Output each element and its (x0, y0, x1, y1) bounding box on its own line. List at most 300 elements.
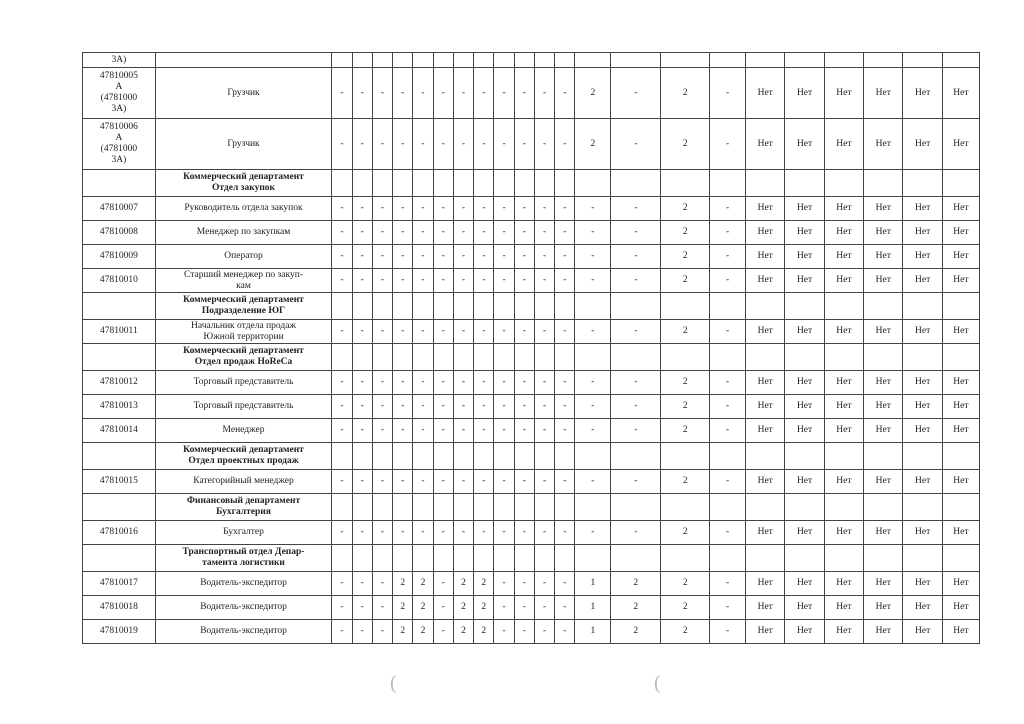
position-name: Грузчик (155, 68, 332, 119)
value-cell (611, 53, 661, 68)
value-cell: - (555, 395, 575, 419)
value-cell: - (332, 395, 352, 419)
value-cell: - (474, 521, 494, 545)
table-row (83, 395, 980, 419)
empty-cell (661, 344, 710, 371)
value-cell: Нет (746, 596, 785, 620)
value-cell: - (474, 269, 494, 293)
empty-cell (372, 494, 392, 521)
empty-cell (352, 293, 372, 320)
empty-cell (785, 443, 824, 470)
empty-cell (534, 545, 554, 572)
value-cell: - (332, 221, 352, 245)
empty-cell (864, 443, 903, 470)
empty-cell (746, 494, 785, 521)
value-cell: Нет (824, 119, 863, 170)
value-cell: - (413, 395, 433, 419)
value-cell: - (514, 197, 534, 221)
value-cell: Нет (746, 620, 785, 644)
value-cell: - (494, 221, 514, 245)
value-cell: - (534, 419, 554, 443)
row-code-line: 47810006 (99, 122, 138, 132)
empty-cell (494, 545, 514, 572)
empty-cell (864, 170, 903, 197)
value-cell (474, 53, 494, 68)
position-name (155, 320, 332, 344)
value-cell: - (372, 221, 392, 245)
empty-cell (575, 344, 611, 371)
empty-cell (534, 494, 554, 521)
section-title-line: Коммерческий департамент (183, 445, 304, 455)
row-code: 47810017 (83, 572, 156, 596)
value-cell: - (575, 371, 611, 395)
empty-cell (352, 494, 372, 521)
value-cell: - (372, 596, 392, 620)
value-cell: - (413, 68, 433, 119)
value-cell: - (534, 197, 554, 221)
table-row (83, 197, 980, 221)
value-cell: - (575, 395, 611, 419)
value-cell: - (474, 395, 494, 419)
empty-cell (433, 443, 453, 470)
value-cell: - (453, 197, 473, 221)
value-cell: 2 (661, 419, 710, 443)
value-cell: 1 (575, 620, 611, 644)
row-code-line: 47810005 (99, 71, 138, 81)
value-cell: - (555, 68, 575, 119)
value-cell: - (474, 371, 494, 395)
position-name-line: кам (236, 280, 251, 291)
empty-cell (746, 443, 785, 470)
empty-cell (746, 545, 785, 572)
empty-cell (413, 344, 433, 371)
row-code-line: 3А) (111, 155, 127, 165)
table-row (83, 269, 980, 293)
value-cell: 2 (661, 395, 710, 419)
value-cell: Нет (746, 470, 785, 494)
value-cell: - (534, 620, 554, 644)
row-code-line: (4781000 (100, 144, 138, 154)
value-cell: - (534, 470, 554, 494)
empty-cell (611, 170, 661, 197)
value-cell: - (433, 620, 453, 644)
empty-cell (474, 545, 494, 572)
empty-cell (474, 293, 494, 320)
empty-cell (864, 293, 903, 320)
value-cell: - (413, 470, 433, 494)
value-cell: Нет (903, 269, 942, 293)
value-cell: - (474, 68, 494, 119)
value-cell: - (555, 419, 575, 443)
value-cell: - (413, 419, 433, 443)
value-cell: - (534, 320, 554, 344)
value-cell: - (352, 521, 372, 545)
value-cell: Нет (746, 269, 785, 293)
value-cell: Нет (942, 245, 979, 269)
value-cell: Нет (746, 119, 785, 170)
value-cell (903, 53, 942, 68)
empty-cell (332, 344, 352, 371)
section-title-line: тамента логистики (202, 558, 285, 568)
row-code-line: 3А) (111, 104, 127, 114)
value-cell: - (453, 269, 473, 293)
position-name: Водитель-экспедитор (155, 620, 332, 644)
value-cell: Нет (746, 371, 785, 395)
value-cell: 2 (393, 596, 413, 620)
value-cell: Нет (824, 197, 863, 221)
empty-cell (413, 443, 433, 470)
empty-cell (494, 344, 514, 371)
value-cell: - (514, 521, 534, 545)
value-cell: 2 (661, 197, 710, 221)
value-cell: Нет (942, 470, 979, 494)
value-cell: - (453, 371, 473, 395)
value-cell: - (372, 620, 392, 644)
value-cell (372, 53, 392, 68)
row-code: 47810016 (83, 521, 156, 545)
value-cell: Нет (824, 572, 863, 596)
value-cell: Нет (746, 395, 785, 419)
value-cell: 2 (661, 320, 710, 344)
empty-cell (575, 494, 611, 521)
value-cell: Нет (824, 521, 863, 545)
empty-cell (534, 170, 554, 197)
empty-cell (710, 170, 746, 197)
position-name-line: Южной территории (203, 331, 284, 342)
section-header-row (83, 545, 980, 572)
value-cell: - (372, 269, 392, 293)
value-cell: - (611, 245, 661, 269)
empty-cell (332, 293, 352, 320)
row-code: 47810009 (83, 245, 156, 269)
value-cell: - (710, 221, 746, 245)
empty-cell (710, 344, 746, 371)
value-cell: - (474, 419, 494, 443)
value-cell: Нет (785, 419, 824, 443)
value-cell: - (453, 419, 473, 443)
empty-cell (332, 170, 352, 197)
value-cell: - (710, 320, 746, 344)
value-cell: - (433, 572, 453, 596)
value-cell: Нет (746, 320, 785, 344)
value-cell: - (575, 521, 611, 545)
section-title (155, 293, 332, 320)
value-cell: Нет (824, 269, 863, 293)
empty-cell (942, 293, 979, 320)
position-name: Водитель-экспедитор (155, 596, 332, 620)
value-cell: Нет (903, 119, 942, 170)
position-name (155, 269, 332, 293)
value-cell: - (413, 371, 433, 395)
empty-cell (555, 443, 575, 470)
value-cell: - (575, 197, 611, 221)
row-code: 47810015 (83, 470, 156, 494)
value-cell (746, 53, 785, 68)
value-cell: - (555, 245, 575, 269)
value-cell: - (352, 221, 372, 245)
value-cell (352, 53, 372, 68)
row-code: 47810019 (83, 620, 156, 644)
empty-cell (555, 344, 575, 371)
value-cell: 2 (474, 572, 494, 596)
value-cell: 2 (661, 521, 710, 545)
value-cell: - (474, 245, 494, 269)
value-cell: Нет (864, 269, 903, 293)
value-cell: Нет (864, 68, 903, 119)
value-cell: Нет (864, 419, 903, 443)
empty-cell (555, 494, 575, 521)
empty-cell (534, 344, 554, 371)
empty-cell (433, 170, 453, 197)
value-cell: - (453, 68, 473, 119)
value-cell: Нет (903, 419, 942, 443)
value-cell: 2 (611, 596, 661, 620)
value-cell: 2 (661, 68, 710, 119)
value-cell: - (433, 245, 453, 269)
value-cell: Нет (864, 572, 903, 596)
empty-cell (514, 494, 534, 521)
table-row (83, 68, 980, 119)
value-cell: 1 (575, 596, 611, 620)
empty-cell (453, 344, 473, 371)
empty-cell (413, 545, 433, 572)
empty-cell (413, 494, 433, 521)
value-cell: Нет (785, 596, 824, 620)
empty-cell (514, 443, 534, 470)
empty-cell (352, 443, 372, 470)
value-cell: Нет (942, 596, 979, 620)
value-cell: - (332, 470, 352, 494)
empty-cell (824, 545, 863, 572)
empty-cell (903, 545, 942, 572)
value-cell: - (534, 521, 554, 545)
value-cell: Нет (785, 521, 824, 545)
section-header-row (83, 443, 980, 470)
value-cell: - (555, 197, 575, 221)
value-cell: - (575, 221, 611, 245)
value-cell: - (332, 68, 352, 119)
value-cell: Нет (824, 320, 863, 344)
value-cell (514, 53, 534, 68)
empty-cell (611, 344, 661, 371)
value-cell: - (710, 521, 746, 545)
empty-cell (332, 494, 352, 521)
value-cell: - (534, 572, 554, 596)
empty-cell (555, 545, 575, 572)
value-cell: Нет (942, 521, 979, 545)
value-cell: - (433, 596, 453, 620)
value-cell: - (393, 320, 413, 344)
value-cell (942, 53, 979, 68)
value-cell: - (393, 269, 413, 293)
value-cell: 2 (661, 470, 710, 494)
value-cell: - (413, 245, 433, 269)
position-name: Торговый представитель (155, 371, 332, 395)
scan-artifact-mark: ( (654, 672, 661, 694)
value-cell: - (534, 68, 554, 119)
value-cell: Нет (824, 68, 863, 119)
value-cell: Нет (903, 221, 942, 245)
empty-cell (903, 494, 942, 521)
table-row (83, 245, 980, 269)
empty-cell (474, 170, 494, 197)
empty-cell (903, 344, 942, 371)
value-cell: Нет (824, 221, 863, 245)
value-cell: - (611, 395, 661, 419)
row-code-line: А (115, 82, 123, 92)
value-cell: 2 (661, 245, 710, 269)
empty-cell (453, 545, 473, 572)
value-cell: - (332, 119, 352, 170)
value-cell: - (332, 596, 352, 620)
empty-cell (514, 545, 534, 572)
value-cell: - (372, 521, 392, 545)
value-cell: - (514, 371, 534, 395)
empty-cell (393, 344, 413, 371)
empty-cell (710, 545, 746, 572)
value-cell: 2 (661, 572, 710, 596)
value-cell: - (352, 419, 372, 443)
empty-cell (710, 293, 746, 320)
value-cell: Нет (942, 221, 979, 245)
value-cell: 2 (413, 620, 433, 644)
value-cell: - (433, 419, 453, 443)
row-code (83, 443, 156, 470)
empty-cell (903, 293, 942, 320)
value-cell: - (611, 68, 661, 119)
value-cell: - (494, 320, 514, 344)
value-cell: Нет (903, 320, 942, 344)
value-cell: - (611, 269, 661, 293)
empty-cell (785, 545, 824, 572)
value-cell: - (413, 119, 433, 170)
value-cell: - (710, 197, 746, 221)
value-cell: - (555, 320, 575, 344)
value-cell: - (352, 320, 372, 344)
value-cell: - (514, 470, 534, 494)
empty-cell (785, 293, 824, 320)
value-cell: Нет (903, 596, 942, 620)
empty-cell (514, 293, 534, 320)
position-name: Оператор (155, 245, 332, 269)
empty-cell (903, 170, 942, 197)
value-cell: Нет (942, 371, 979, 395)
empty-cell (864, 344, 903, 371)
value-cell: - (494, 521, 514, 545)
value-cell: - (332, 620, 352, 644)
section-header-row (83, 170, 980, 197)
value-cell: - (710, 269, 746, 293)
value-cell: - (611, 470, 661, 494)
table-row (83, 572, 980, 596)
value-cell: - (494, 197, 514, 221)
value-cell: - (514, 269, 534, 293)
table-row (83, 470, 980, 494)
value-cell: Нет (903, 245, 942, 269)
empty-cell (453, 494, 473, 521)
value-cell: - (534, 395, 554, 419)
row-code (83, 68, 156, 119)
empty-cell (746, 170, 785, 197)
empty-cell (864, 494, 903, 521)
value-cell: - (393, 68, 413, 119)
section-title-line: Бухгалтерия (216, 507, 271, 517)
value-cell: Нет (864, 371, 903, 395)
value-cell: - (575, 269, 611, 293)
value-cell: - (710, 371, 746, 395)
empty-cell (903, 443, 942, 470)
empty-cell (534, 293, 554, 320)
table-row (83, 320, 980, 344)
value-cell: - (710, 119, 746, 170)
value-cell: - (494, 269, 514, 293)
value-cell: - (534, 221, 554, 245)
empty-cell (433, 545, 453, 572)
value-cell: 2 (661, 596, 710, 620)
section-title-line: Коммерческий департамент (183, 346, 304, 356)
value-cell: - (433, 470, 453, 494)
empty-cell (372, 443, 392, 470)
empty-cell (433, 494, 453, 521)
value-cell: - (710, 68, 746, 119)
value-cell: - (575, 245, 611, 269)
value-cell: - (534, 596, 554, 620)
empty-cell (534, 443, 554, 470)
value-cell: Нет (864, 395, 903, 419)
value-cell: Нет (746, 245, 785, 269)
row-code-line: А (115, 133, 123, 143)
value-cell: - (433, 221, 453, 245)
value-cell: - (352, 68, 372, 119)
value-cell: Нет (785, 68, 824, 119)
value-cell: - (372, 572, 392, 596)
empty-cell (611, 494, 661, 521)
empty-cell (352, 170, 372, 197)
value-cell: - (710, 470, 746, 494)
value-cell: - (352, 119, 372, 170)
value-cell: - (514, 119, 534, 170)
value-cell: - (494, 68, 514, 119)
value-cell: Нет (824, 620, 863, 644)
value-cell: - (413, 197, 433, 221)
value-cell: - (555, 371, 575, 395)
empty-cell (824, 443, 863, 470)
section-title-line: Отдел проектных продаж (188, 456, 299, 466)
value-cell: - (332, 371, 352, 395)
value-cell: - (555, 572, 575, 596)
table-row (83, 620, 980, 644)
value-cell: - (413, 269, 433, 293)
value-cell: - (332, 197, 352, 221)
empty-cell (433, 344, 453, 371)
value-cell (555, 53, 575, 68)
value-cell: - (372, 68, 392, 119)
row-code: 47810012 (83, 371, 156, 395)
table-row (83, 521, 980, 545)
value-cell: Нет (903, 371, 942, 395)
value-cell: Нет (824, 245, 863, 269)
section-title-line: Коммерческий департамент (183, 172, 304, 182)
value-cell: - (555, 620, 575, 644)
value-cell: - (555, 119, 575, 170)
value-cell: - (352, 269, 372, 293)
row-code: 47810011 (83, 320, 156, 344)
value-cell: - (332, 572, 352, 596)
value-cell: Нет (785, 245, 824, 269)
value-cell: - (611, 119, 661, 170)
value-cell: - (393, 197, 413, 221)
value-cell (393, 53, 413, 68)
